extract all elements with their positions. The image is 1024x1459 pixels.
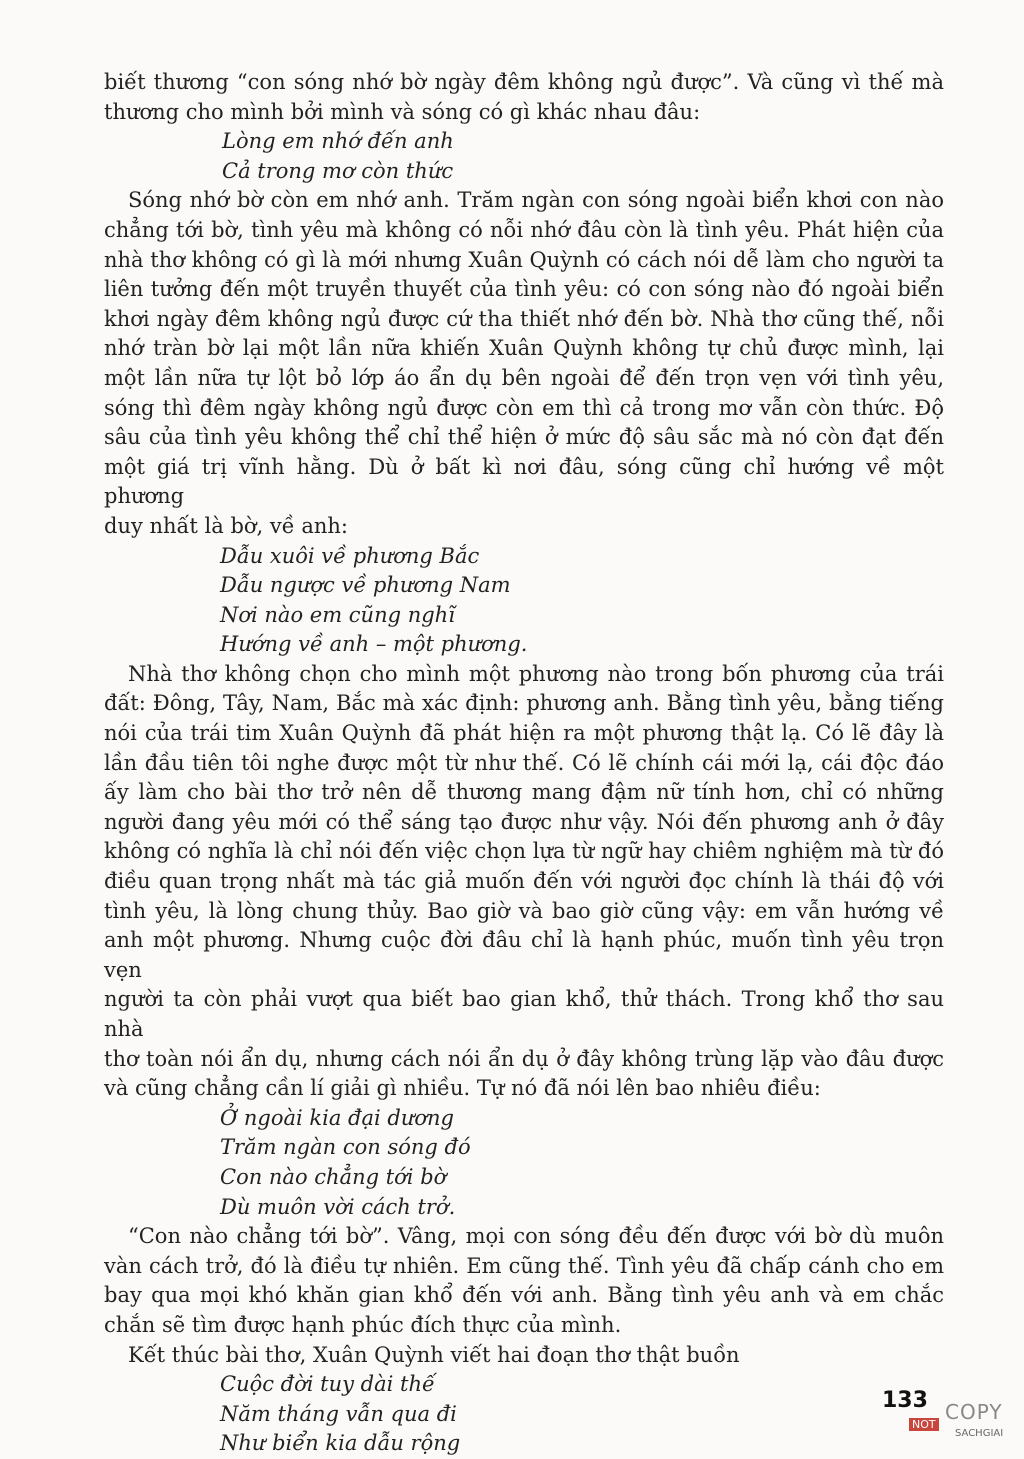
text-line: một giá trị vĩnh hằng. Dù ở bất kì nơi đâu, sóng cũng chỉ hướng về một phương xyxy=(104,454,944,509)
text-line: bay qua mọi khó khăn gian khổ đến với anh. Bằng tình yêu anh và em chắc xyxy=(104,1283,944,1308)
watermark-not: NOT xyxy=(909,1418,939,1431)
page-body xyxy=(104,68,944,1459)
text-line: đất: Đông, Tây, Nam, Bắc mà xác định: phương anh. Bằng tình yêu, bằng tiếng xyxy=(104,691,944,716)
text-line: nhớ tràn bờ lại một lần nữa khiến Xuân Quỳnh không tự chủ được mình, lại xyxy=(104,336,944,361)
verse-line: Cả trong mơ còn thức xyxy=(222,158,454,183)
text-line: vàn cách trở, đó là điều tự nhiên. Em cũng thế. Tình yêu đã chấp cánh cho em xyxy=(104,1253,944,1278)
text-line: ấy làm cho bài thơ trở nên dễ thương mang đậm nữ tính hơn, chỉ có những xyxy=(104,780,944,805)
text-line: và cũng chẳng cần lí giải gì nhiều. Tự nó đã nói lên bao nhiêu điều: xyxy=(104,1076,821,1101)
verse-line: Trăm ngàn con sóng đó xyxy=(220,1135,471,1160)
text-line: không có nghĩa là chỉ nói đến việc chọn lựa từ ngữ hay chiêm nghiệm mà từ đó xyxy=(104,839,944,864)
watermark xyxy=(905,1400,1017,1446)
text-line: thương cho mình bởi mình và sóng có gì khác nhau đâu: xyxy=(104,99,701,124)
text-line: duy nhất là bờ, về anh: xyxy=(104,513,348,538)
text-line: biết thương “con sóng nhớ bờ ngày đêm không ngủ được”. Và cũng vì thế mà xyxy=(104,70,944,94)
verse-line: Hướng về anh – một phương. xyxy=(220,632,528,657)
verse-line: Nơi nào em cũng nghĩ xyxy=(220,602,455,627)
text-line: Kết thúc bài thơ, Xuân Quỳnh viết hai đoạn thơ thật buồn xyxy=(128,1342,740,1367)
text-line: liên tưởng đến một truyền thuyết của tình yêu: có con sóng nào đó ngoài biển xyxy=(104,277,944,302)
verse-line: Con nào chẳng tới bờ xyxy=(220,1164,447,1189)
text-line: người ta còn phải vượt qua biết bao gian khổ, thử thách. Trong khổ thơ sau nhà xyxy=(104,987,944,1041)
text-line: người đang yêu mới có thể sáng tạo được như vậy. Nói đến phương anh ở đây xyxy=(104,809,944,834)
verse-line: Ở ngoài kia đại dương xyxy=(220,1105,454,1130)
verse-line: Dẫu xuôi về phương Bắc xyxy=(220,543,480,568)
text-line: sóng thì đêm ngày không ngủ được còn em thì cả trong mơ vẫn còn thức. Độ xyxy=(104,395,944,420)
verse-line: Năm tháng vẫn qua đi xyxy=(220,1401,457,1426)
text-line: thơ toàn nói ẩn dụ, nhưng cách nói ẩn dụ ở đây không trùng lặp vào đâu được xyxy=(104,1046,944,1071)
text-line: anh một phương. Nhưng cuộc đời đâu chỉ là hạnh phúc, muốn tình yêu trọn vẹn xyxy=(104,928,944,982)
verse-line: Lòng em nhớ đến anh xyxy=(222,129,454,154)
text-line: nhà thơ không có gì là mới nhưng Xuân Quỳnh có cách nói dễ làm cho người ta xyxy=(104,247,944,272)
text-line: khơi ngày đêm không ngủ được cứ tha thiết nhớ đến bờ. Nhà thơ cũng thế, nỗi xyxy=(104,306,944,331)
text-line: chẳng tới bờ, tình yêu mà không có nỗi nhớ đâu còn là tình yêu. Phát hiện của xyxy=(104,217,944,242)
verse-line: Cuộc đời tuy dài thế xyxy=(220,1372,435,1397)
text-line: lần đầu tiên tôi nghe được một từ như thế. Có lẽ chính cái mới lạ, cái độc đáo xyxy=(104,750,944,775)
text-line: một lần nữa tự lột bỏ lớp áo ẩn dụ bên ngoài để đến trọn vẹn với tình yêu, xyxy=(104,365,944,390)
watermark-copy: COPY xyxy=(945,1400,1003,1424)
text-line: Nhà thơ không chọn cho mình một phương nào trong bốn phương của trái xyxy=(128,661,944,686)
text-line: sâu của tình yêu không thể chỉ thể hiện ở mức độ sâu sắc mà nó còn đạt đến xyxy=(104,425,944,450)
verse-line: Dẫu ngược về phương Nam xyxy=(220,573,511,598)
verse-line: Dù muôn vời cách trở. xyxy=(220,1194,456,1219)
text-line: tình yêu, là lòng chung thủy. Bao giờ và bao giờ cũng vậy: em vẫn hướng về xyxy=(104,898,944,923)
watermark-brand: SACHGIAI xyxy=(955,1428,1004,1439)
text-line: Sóng nhớ bờ còn em nhớ anh. Trăm ngàn con sóng ngoài biển khơi con nào xyxy=(128,188,944,213)
text-line: nói của trái tim Xuân Quỳnh đã phát hiện ra một phương thật lạ. Có lẽ đây là xyxy=(104,721,944,746)
text-line: “Con nào chẳng tới bờ”. Vâng, mọi con sóng đều đến được với bờ dù muôn xyxy=(128,1224,944,1249)
page-number: 133 xyxy=(882,1388,928,1413)
verse-line: Như biển kia dẫu rộng xyxy=(220,1431,461,1456)
text-line: chắn sẽ tìm được hạnh phúc đích thực của mình. xyxy=(104,1312,622,1337)
text-line: điều quan trọng nhất mà tác giả muốn đến với người đọc chính là thái độ với xyxy=(104,869,944,894)
